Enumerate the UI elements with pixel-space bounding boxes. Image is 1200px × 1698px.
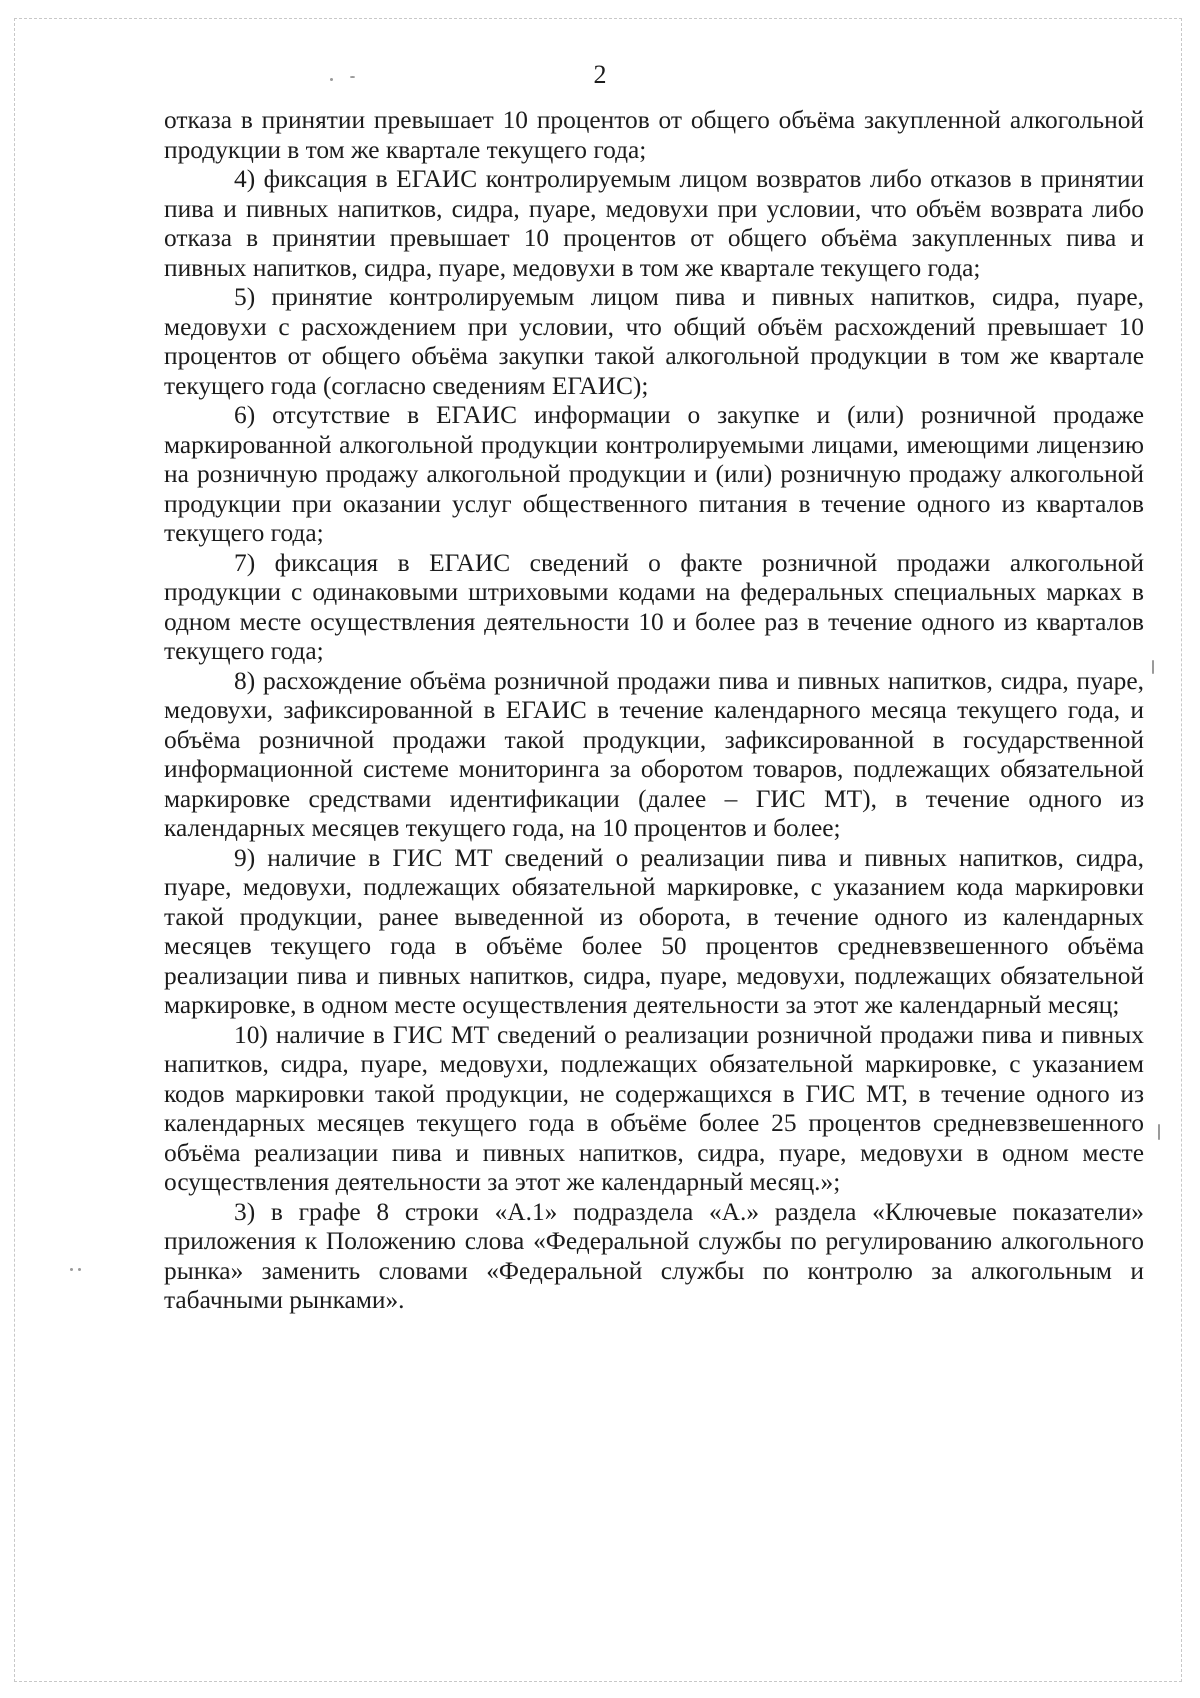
paragraph-item-4: 4) фиксация в ЕГАИС контролируемым лицом возвратов либо отказов в принятии пива и пивных напитков, сидра, пуаре, медовухи при условии, что объём возврата либо отказа в принятии превышает 10 процентов от общего объёма закупленных пива и пивных напитков, сидра, пуаре, медовухи в том же квартале текущего года; [164, 165, 1144, 282]
paragraph-item-7: 7) фиксация в ЕГАИС сведений о факте розничной продажи алкогольной продукции с одинаковыми штриховыми кодами на федеральных специальных марках в одном месте осуществления деятельности 10 и более раз в течение одного из кварталов текущего года; [164, 548, 1144, 665]
paragraph-amendment-3: 3) в графе 8 строки «А.1» подраздела «А.» раздела «Ключевые показатели» приложения к Положению слова «Федеральной службы по регулированию алкогольного рынка» заменить словами «Федеральной службы по контролю за алкогольным и табачными рынками». [164, 1197, 1144, 1314]
document-body [164, 106, 1144, 1316]
scan-speck [78, 1268, 81, 1271]
paragraph-item-9: 9) наличие в ГИС МТ сведений о реализации пива и пивных напитков, сидра, пуаре, медовухи, подлежащих обязательной маркировке, с указанием кода маркировки такой продукции, ранее выведенной из оборота, в течение одного из календарных месяцев текущего года в объёме более 50 процентов средневзвешенного объёма реализации пива и пивных напитков, сидра, пуаре, медовухи, подлежащих обязательной маркировке, в одном месте осуществления деятельности за этот же календарный месяц; [164, 843, 1144, 1019]
scan-speck [1158, 1124, 1160, 1140]
paragraph-continuation: отказа в принятии превышает 10 процентов от общего объёма закупленной алкогольной продукции в том же квартале текущего года; [164, 106, 1144, 164]
page-number: 2 [593, 60, 607, 89]
scan-speck [1152, 660, 1154, 674]
paragraph-item-6: 6) отсутствие в ЕГАИС информации о закупке и (или) розничной продаже маркированной алкогольной продукции контролируемыми лицами, имеющими лицензию на розничную продажу алкогольной продукции и (или) розничную продажу алкогольной продукции при оказании услуг общественного питания в течение одного из кварталов текущего года; [164, 401, 1144, 547]
scan-speck [70, 1268, 73, 1271]
paragraph-item-10: 10) наличие в ГИС МТ сведений о реализации розничной продажи пива и пивных напитков, сидра, пуаре, медовухи, подлежащих обязательной маркировке, с указанием кодов маркировки такой продукции, не содержащихся в ГИС МТ, в течение одного из календарных месяцев текущего года в объёме более 25 процентов средневзвешенного объёма реализации пива и пивных напитков, сидра, пуаре, медовухи в одном месте осуществления деятельности за этот же календарный месяц.»; [164, 1020, 1144, 1196]
paragraph-item-5: 5) принятие контролируемым лицом пива и пивных напитков, сидра, пуаре, медовухи с расхождением при условии, что общий объём расхождений превышает 10 процентов от общего объёма закупки такой алкогольной продукции в том же квартале текущего года (согласно сведениям ЕГАИС); [164, 283, 1144, 400]
paragraph-item-8: 8) расхождение объёма розничной продажи пива и пивных напитков, сидра, пуаре, медовухи, зафиксированной в ЕГАИС в течение календарного месяца текущего года, и объёма розничной продажи такой продукции, зафиксированной в государственной информационной системе мониторинга за оборотом товаров, подлежащих обязательной маркировке средствами идентификации (далее – ГИС МТ), в течение одного из календарных месяцев текущего года, на 10 процентов и более; [164, 666, 1144, 842]
